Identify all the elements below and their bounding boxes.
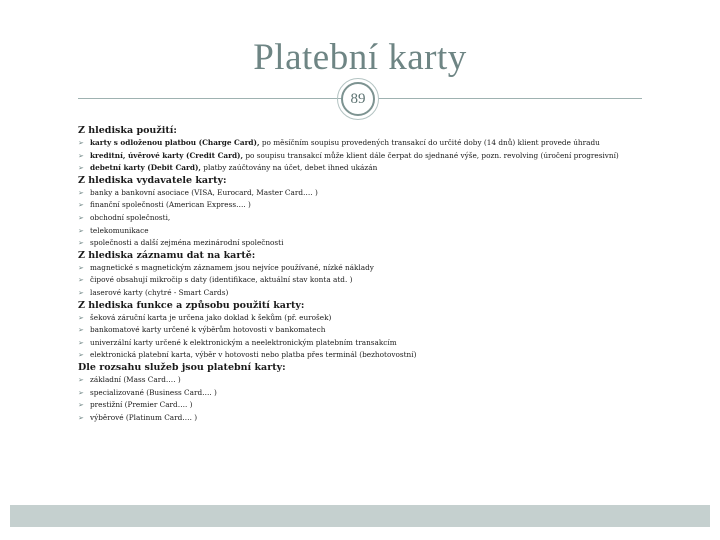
list-item	[78, 162, 708, 175]
list-item	[78, 399, 708, 412]
list-item	[78, 337, 708, 350]
title-divider-right	[378, 98, 642, 99]
page-number: 89	[350, 90, 366, 107]
item-text: laserové karty (chytré - Smart Cards)	[90, 287, 229, 297]
item-term: kreditní, úvěrové karty (Credit Card),	[90, 150, 244, 160]
arrow-bullet-icon: ➢	[78, 413, 84, 422]
item-text: výběrové (Platinum Card…. )	[90, 412, 198, 422]
section-heading: Z hlediska použití:	[78, 125, 177, 136]
item-text: společnosti a další zejména mezinárodní společnosti	[90, 238, 284, 248]
item-text: základní (Mass Card…. )	[90, 374, 181, 384]
arrow-bullet-icon: ➢	[78, 201, 84, 210]
list-item	[78, 237, 708, 250]
section-heading: Z hlediska vydavatele karty:	[78, 174, 227, 186]
section-list	[78, 262, 708, 300]
arrow-bullet-icon: ➢	[78, 288, 84, 297]
arrow-bullet-icon: ➢	[78, 139, 84, 147]
title-divider-left	[78, 98, 342, 99]
list-item	[78, 324, 708, 337]
arrow-bullet-icon: ➢	[78, 276, 84, 285]
list-item	[78, 225, 708, 238]
section-heading: Dle rozsahu služeb jsou platební karty:	[78, 361, 286, 373]
slide-title: Platební karty	[253, 37, 467, 78]
list-item	[78, 150, 708, 163]
item-text: čipové obsahují mikročip s daty (identifikace, aktuální stav konta atd. )	[90, 275, 353, 285]
section-heading: Z hlediska funkce a způsobu použití karty:	[78, 299, 305, 311]
list-item	[78, 137, 708, 150]
item-text: univerzální karty určené k elektronickým a neelektronickým platebním transakcím	[90, 337, 397, 347]
list-item	[78, 212, 708, 225]
section-list	[78, 374, 708, 424]
item-text: finanční společnosti (American Express…. )	[90, 200, 251, 210]
arrow-bullet-icon: ➢	[78, 338, 84, 347]
item-text: platby zaúčtovány na účet, debet ihned ukázán	[200, 163, 378, 173]
list-item	[78, 412, 708, 425]
list-item	[78, 374, 708, 387]
slide-content	[78, 125, 708, 424]
arrow-bullet-icon: ➢	[78, 375, 84, 384]
item-text: po měsíčním soupisu provedených transakcí do určité doby (14 dnů) klient provede úhradu	[259, 138, 600, 147]
arrow-bullet-icon: ➢	[78, 326, 84, 335]
item-term: karty s odloženou platbou (Charge Card),	[90, 138, 260, 147]
section-heading: Z hlediska záznamu dat na kartě:	[78, 249, 256, 261]
section-list	[78, 137, 708, 175]
arrow-bullet-icon: ➢	[78, 401, 84, 410]
arrow-bullet-icon: ➢	[78, 351, 84, 360]
item-text: obchodní společnosti,	[90, 212, 171, 222]
page-number-badge	[341, 82, 375, 116]
item-text: magnetické s magnetickým záznamem jsou nejvíce používané, nízké náklady	[90, 262, 374, 272]
list-item	[78, 312, 708, 325]
arrow-bullet-icon: ➢	[78, 263, 84, 272]
item-text: telekomunikace	[90, 225, 149, 235]
arrow-bullet-icon: ➢	[78, 226, 84, 235]
arrow-bullet-icon: ➢	[78, 388, 84, 397]
arrow-bullet-icon: ➢	[78, 239, 84, 248]
list-item	[78, 387, 708, 400]
section-list	[78, 187, 708, 250]
arrow-bullet-icon: ➢	[78, 213, 84, 222]
item-text: elektronická platební karta, výběr v hotovosti nebo platba přes terminál (bezhotovostní)	[90, 350, 417, 360]
list-item	[78, 187, 708, 200]
section-list	[78, 312, 708, 362]
footer-bar	[10, 505, 710, 527]
item-text: bankomatové karty určené k výběrům hotovosti v bankomatech	[90, 325, 326, 335]
list-item	[78, 287, 708, 300]
item-text: specializované (Business Card…. )	[90, 387, 217, 397]
arrow-bullet-icon: ➢	[78, 313, 84, 322]
arrow-bullet-icon: ➢	[78, 151, 84, 160]
list-item	[78, 349, 708, 362]
arrow-bullet-icon: ➢	[78, 164, 84, 173]
item-term: debetní karty (Debit Card),	[90, 163, 201, 173]
list-item	[78, 274, 708, 287]
item-text: šeková záruční karta je určena jako doklad k šekům (př. eurošek)	[90, 312, 332, 322]
item-text: prestižní (Premier Card…. )	[90, 400, 193, 410]
list-item	[78, 262, 708, 275]
list-item	[78, 199, 708, 212]
arrow-bullet-icon: ➢	[78, 188, 84, 197]
item-text: po soupisu transakcí může klient dále čerpat do sjednané výše, pozn. revolving (úročení progresivní)	[243, 150, 619, 160]
item-text: banky a bankovní asociace (VISA, Eurocard, Master Card…. )	[90, 187, 318, 197]
